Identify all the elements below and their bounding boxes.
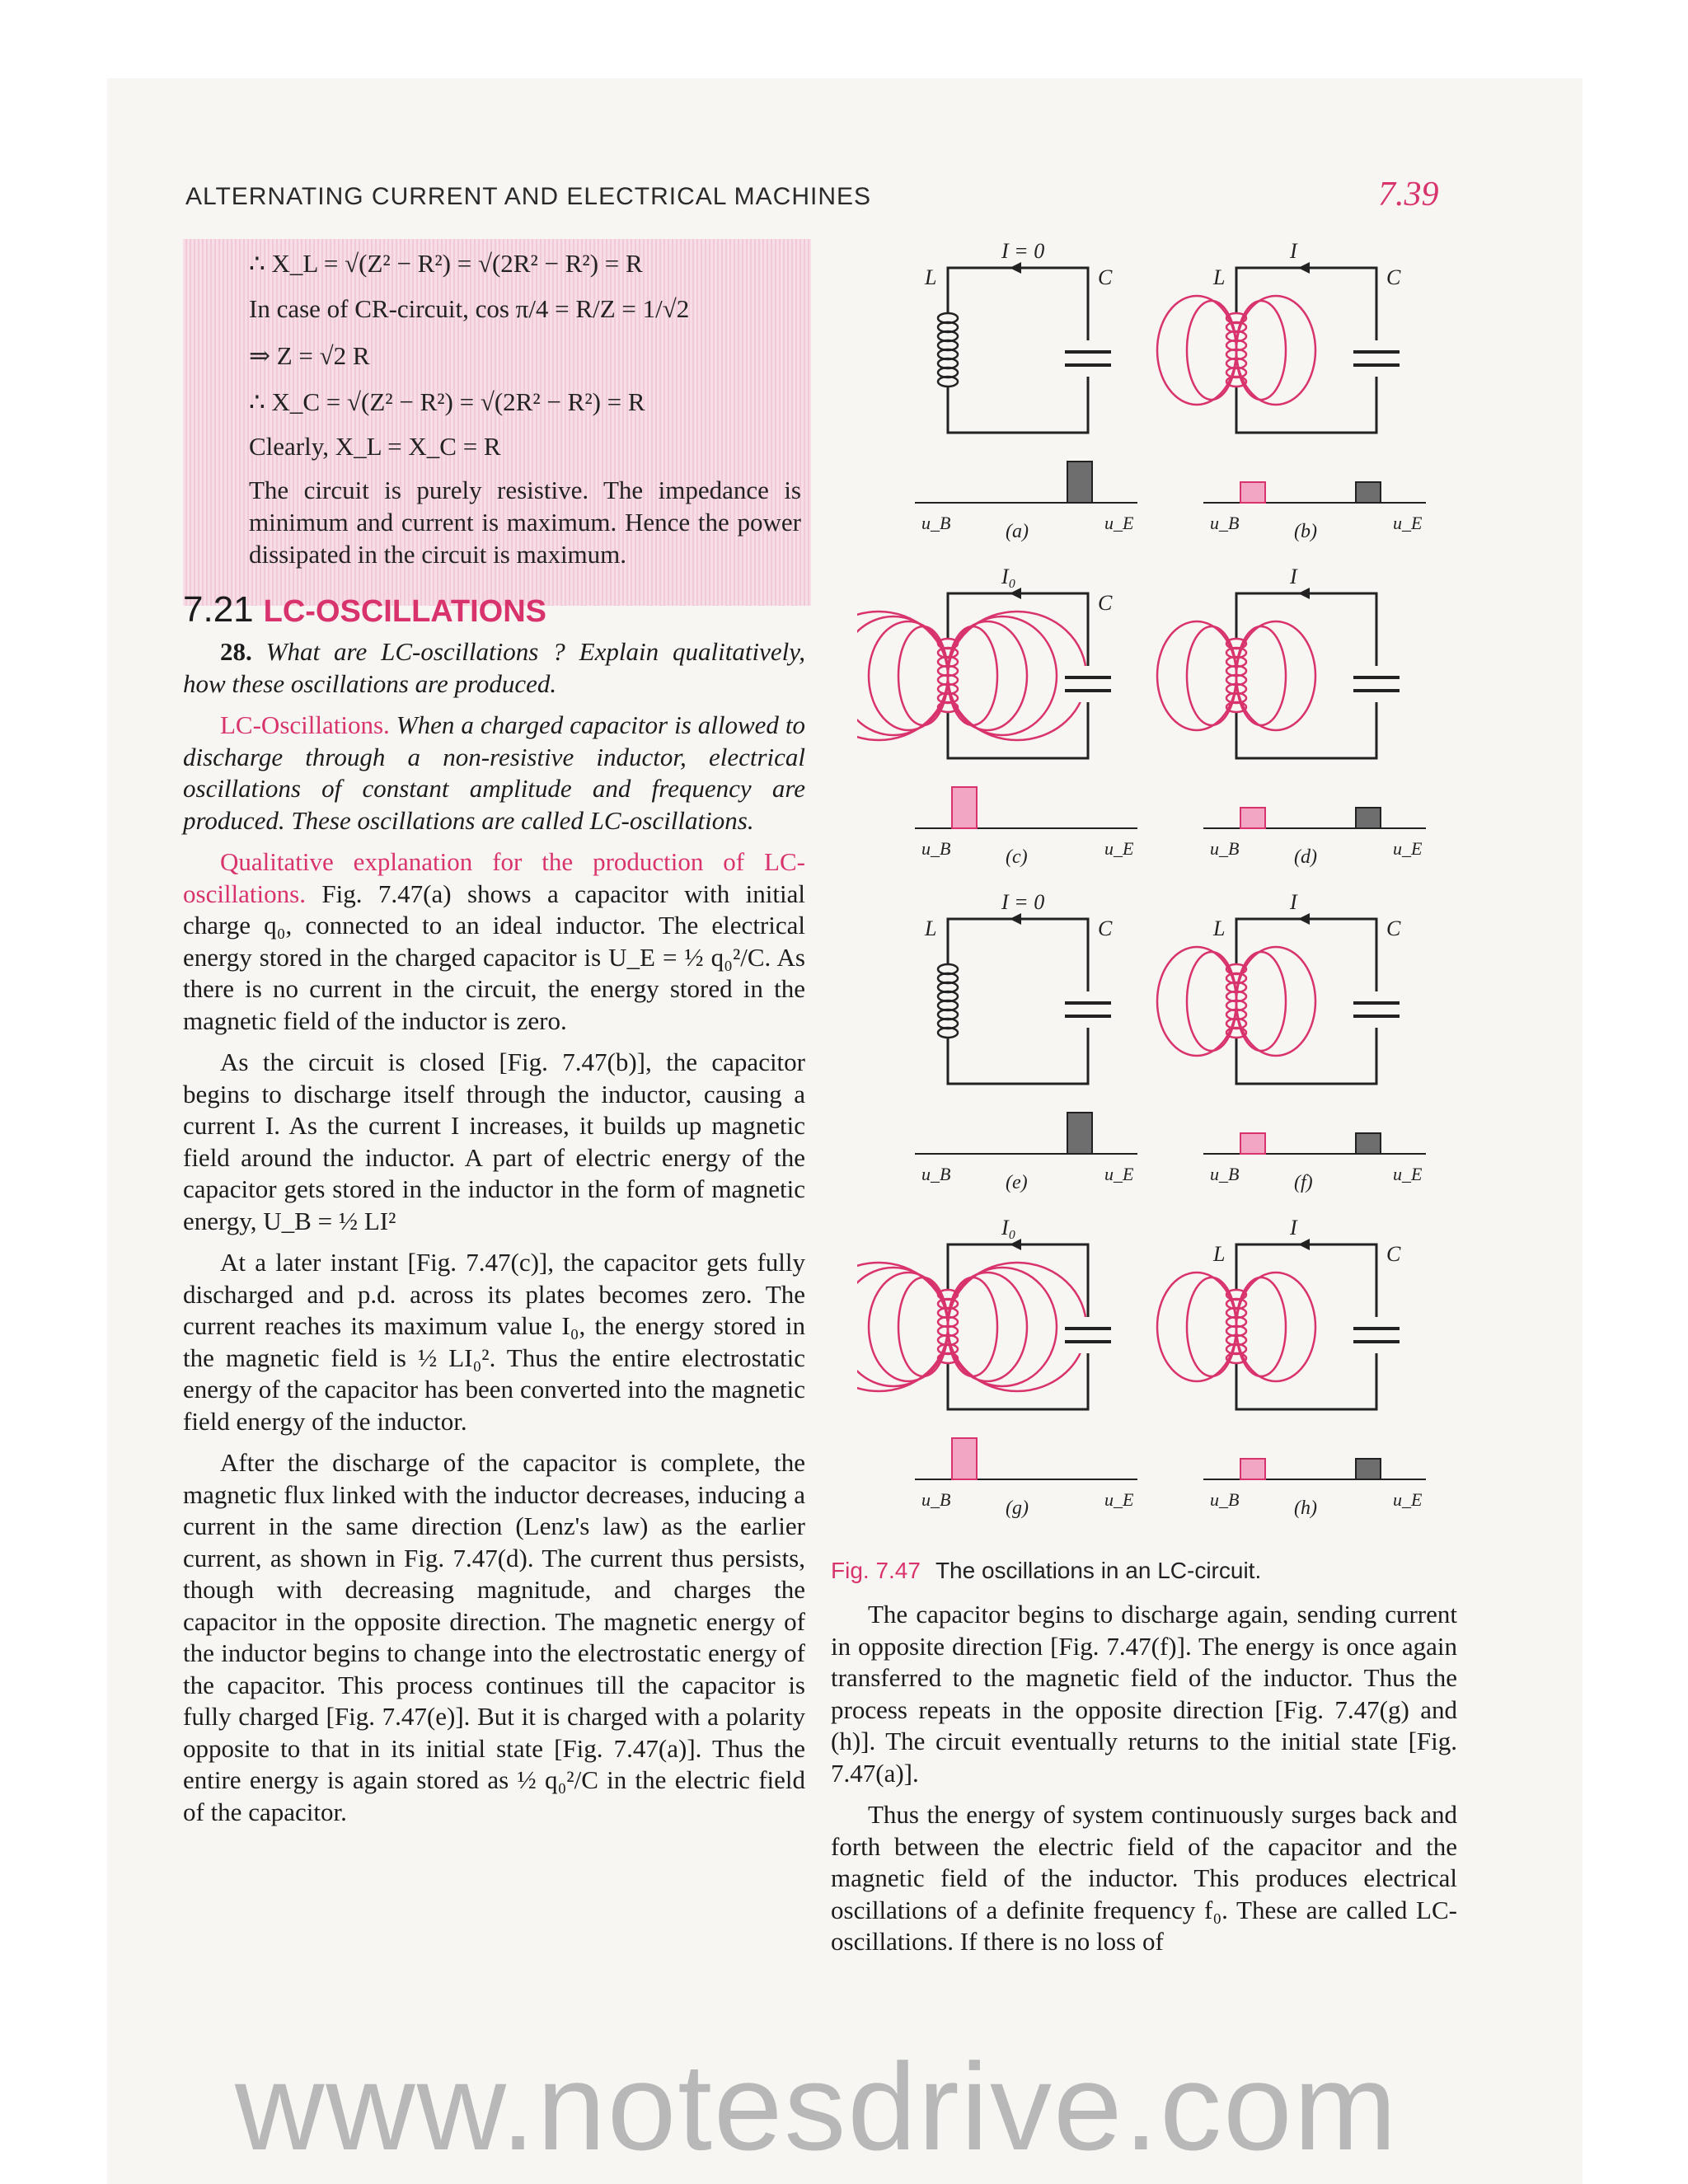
capacitor-gap [1356, 666, 1397, 702]
capacitor-label: C [1386, 916, 1401, 940]
ue-label: u_E [1104, 1489, 1134, 1510]
current-label: I [1290, 565, 1297, 588]
explanation-text-1: Fig. 7.47(a) shows a capacitor with initial charge q₀, connected to an ideal inductor. The electrical energy stored in the charged capacitor is U_E = ½ q₀²/C. As there is no current in the circuit, the energy stored in the magnetic field of the inductor is zero. [183, 879, 806, 1035]
ue-bar [1067, 462, 1092, 503]
inductor-label: L [1213, 1242, 1226, 1266]
figure-lc-oscillations [857, 231, 1434, 1533]
current-arrow [1010, 1239, 1021, 1250]
ub-label: u_B [1210, 838, 1240, 859]
left-column [183, 636, 805, 1838]
figure-caption-text: The oscillations in an LC-circuit. [935, 1558, 1262, 1583]
current-label: I₀ [1001, 1216, 1016, 1240]
capacitor-label: C [1386, 1242, 1401, 1266]
ub-bar [952, 787, 977, 828]
ue-bar [1067, 1113, 1092, 1154]
ue-label: u_E [1104, 838, 1134, 859]
capacitor-label: C [1386, 265, 1401, 289]
explanation-para-1 [183, 846, 805, 1037]
explanation-para-4: After the discharge of the capacitor is complete, the magnetic flux linked with the inductor decreases, inducing a current in the same direction (Lenz's law) as the earlier current, as shown in Fig. 7.47(d). The current thus persists, though with decreasing magnitude, and charges the capacitor in the opposite direction. The magnetic energy of the inductor begins to change into the electrostatic energy of the capacitor. This process continues till the capacitor is fully charged [Fig. 7.47(e)]. But it is charged with a polarity opposite to that in its initial state [Fig. 7.47(a)]. Thus the entire energy is again stored as ½ q₀²/C in the electric field of the capacitor. [183, 1448, 805, 1826]
current-label: I = 0 [1001, 890, 1045, 914]
ue-label: u_E [1393, 1164, 1423, 1184]
capacitor-gap [1356, 340, 1397, 377]
ue-label: u_E [1393, 513, 1423, 533]
current-label: I₀ [1001, 565, 1016, 588]
capacitor-label: C [1098, 265, 1113, 289]
solution-line-1: ∴ X_L = √(Z² − R²) = √(2R² − R²) = R [249, 249, 643, 278]
solution-line-5: Clearly, X_L = X_C = R [249, 432, 501, 461]
ub-bar [952, 1438, 977, 1479]
panel-tag: (c) [1006, 846, 1028, 868]
capacitor-label: C [1098, 591, 1113, 615]
panel-tag: (d) [1294, 846, 1317, 868]
inductor-label: L [925, 916, 937, 940]
solution-line-4: ∴ X_C = √(Z² − R²) = √(2R² − R²) = R [249, 387, 645, 416]
question-text: What are LC-oscillations ? Explain qualitatively, how these oscillations are produced. [183, 637, 805, 698]
explanation-para-3: At a later instant [Fig. 7.47(c)], the capacitor gets fully discharged and p.d. across its plates becomes zero. The current reaches its maximum value I₀, the energy stored in the magnetic field is ½ LI₀². Thus the entire electrostatic energy of the capacitor has been converted into the magnetic field energy of the inductor. [183, 1248, 805, 1436]
section-number: 7.21 [183, 589, 254, 630]
definition-label: LC-Oscillations. [220, 710, 390, 739]
watermark: www.notesdrive.com [235, 2037, 1399, 2176]
panel-tag: (f) [1294, 1172, 1313, 1193]
current-arrow [1298, 1239, 1310, 1250]
current-arrow [1010, 913, 1021, 925]
ub-bar [1240, 808, 1265, 828]
capacitor-gap [1356, 991, 1397, 1028]
current-arrow [1298, 262, 1310, 274]
ub-bar [1240, 1133, 1265, 1154]
capacitor-gap [1067, 340, 1109, 377]
ub-label: u_B [921, 1489, 951, 1510]
ue-bar [1356, 482, 1381, 503]
ue-label: u_E [1104, 513, 1134, 533]
explanation-label: Qualitative explanation for the production of LC-oscillations. [183, 847, 805, 908]
current-label: I [1290, 1216, 1297, 1240]
current-label: I [1290, 890, 1297, 914]
panel-tag: (g) [1006, 1497, 1029, 1519]
question-number: 28. [220, 637, 252, 666]
panel-tag: (b) [1294, 521, 1317, 542]
definition [183, 710, 805, 837]
ue-label: u_E [1393, 1489, 1423, 1510]
ub-label: u_B [921, 838, 951, 859]
explanation-para-5: The capacitor begins to discharge again, sending current in opposite direction [Fig. 7.47(f)]. The energy is once again transferred to the magnetic field of the inductor. Thus the process repeats in the opposite direction [Fig. 7.47(g) and (h)]. The circuit eventually returns to the initial state [Fig. 7.47(a)]. [831, 1600, 1457, 1788]
right-column [831, 1599, 1457, 1968]
ue-label: u_E [1104, 1164, 1134, 1184]
current-label: I = 0 [1001, 239, 1045, 263]
ue-bar [1356, 1133, 1381, 1154]
ub-label: u_B [1210, 1164, 1240, 1184]
current-arrow [1010, 262, 1021, 274]
current-arrow [1298, 588, 1310, 599]
solution-box [183, 239, 811, 606]
current-arrow [1010, 588, 1021, 599]
solution-line-2: In case of CR-circuit, cos π/4 = R/Z = 1/√2 [249, 294, 690, 323]
panel-tag: (a) [1006, 521, 1029, 542]
figure-caption [831, 1558, 1261, 1584]
ub-bar [1240, 482, 1265, 503]
page-number: 7.39 [1378, 176, 1439, 213]
explanation-para-6: Thus the energy of system continuously surges back and forth between the electric field of the capacitor and the magnetic field of the inductor. This produces electrical oscillations of a definite frequency f₀. These are called LC-oscillations. If there is no loss of [831, 1800, 1457, 1956]
capacitor-label: C [1098, 916, 1113, 940]
figure-label: Fig. 7.47 [831, 1558, 921, 1583]
explanation-para-2: As the circuit is closed [Fig. 7.47(b)], the capacitor begins to discharge itself through the inductor, causing a current I. As the current I increases, it builds up magnetic field around the inductor. A part of electric energy of the capacitor gets stored in the inductor in the form of magnetic energy, U_B = ½ LI² [183, 1047, 805, 1235]
capacitor-gap [1356, 1317, 1397, 1353]
solution-conclusion: The circuit is purely resistive. The impedance is minimum and current is maximum. Hence the power dissipated in the circuit is maximum. [249, 476, 801, 569]
figure-svg [857, 231, 1434, 1533]
ub-bar [1240, 1459, 1265, 1479]
ue-bar [1356, 1459, 1381, 1479]
inductor-label: L [925, 265, 937, 289]
section-title: LC-OSCILLATIONS [263, 594, 547, 629]
question [183, 636, 805, 700]
capacitor-gap [1067, 991, 1109, 1028]
solution-line-3: ⇒ Z = √2 R [249, 341, 370, 370]
current-label: I [1290, 239, 1297, 263]
ub-label: u_B [921, 513, 951, 533]
ub-label: u_B [921, 1164, 951, 1184]
current-arrow [1298, 913, 1310, 925]
running-title: ALTERNATING CURRENT AND ELECTRICAL MACHINES [185, 183, 872, 210]
ub-label: u_B [1210, 1489, 1240, 1510]
ue-label: u_E [1393, 838, 1423, 859]
ub-label: u_B [1210, 513, 1240, 533]
panel-tag: (h) [1294, 1497, 1317, 1519]
definition-text: When a charged capacitor is allowed to discharge through a non-resistive inductor, electrical oscillations of constant amplitude and frequency are produced. These oscillations are called LC-oscillations. [183, 710, 806, 835]
inductor-label: L [1213, 265, 1226, 289]
panel-tag: (e) [1006, 1172, 1028, 1193]
ue-bar [1356, 808, 1381, 828]
section-heading [183, 587, 546, 630]
capacitor-gap [1067, 666, 1109, 702]
capacitor-gap [1067, 1317, 1109, 1353]
inductor-label: L [1213, 916, 1226, 940]
